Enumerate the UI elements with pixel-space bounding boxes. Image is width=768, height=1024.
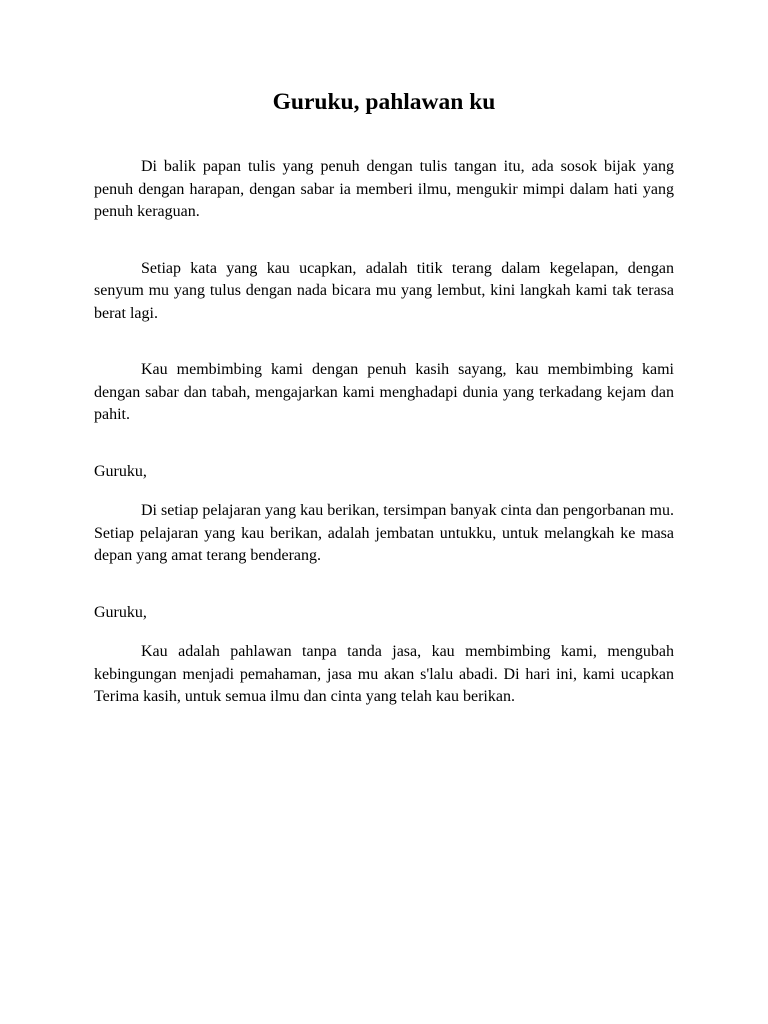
paragraph-2: Setiap kata yang kau ucapkan, adalah titik terang dalam kegelapan, dengan senyum mu yang tulus dengan nada bicara mu yang lembut, kini langkah kami tak terasa berat lagi. [94,259,674,322]
spacer [94,427,674,461]
spacer [94,325,674,359]
paragraph-4: Di setiap pelajaran yang kau berikan, tersimpan banyak cinta dan pengorbanan mu. Setiap pelajaran yang kau berikan, adalah jembatan untukku, untuk melangkah ke masa depan yang amat terang benderang. [94,502,674,564]
spacer [94,568,674,602]
spacer [94,116,674,156]
salutation-1: Guruku, [94,462,147,480]
paragraph-3: Kau membimbing kami dengan penuh kasih sayang, kau membimbing kami dengan sabar dan tabah, mengajarkan kami menghadapi dunia yang terkadang kejam dan pahit. [94,361,674,423]
document-title: Guruku, pahlawan ku [272,89,496,115]
document-body [94,88,674,709]
spacer [94,224,674,258]
spacer [94,483,674,500]
salutation-2: Guruku, [94,603,147,621]
paragraph-1: Di balik papan tulis yang penuh dengan tulis tangan itu, ada sosok bijak yang penuh dengan harapan, dengan sabar ia memberi ilmu, mengukir mimpi dalam hati yang penuh keraguan. [94,158,674,220]
spacer [94,624,674,641]
paragraph-5: Kau adalah pahlawan tanpa tanda jasa, kau membimbing kami, mengubah kebingungan menjadi pemahaman, jasa mu akan s'lalu abadi. Di hari ini, kami ucapkan Terima kasih, untuk semua ilmu dan cinta yang telah kau berikan. [94,643,674,705]
